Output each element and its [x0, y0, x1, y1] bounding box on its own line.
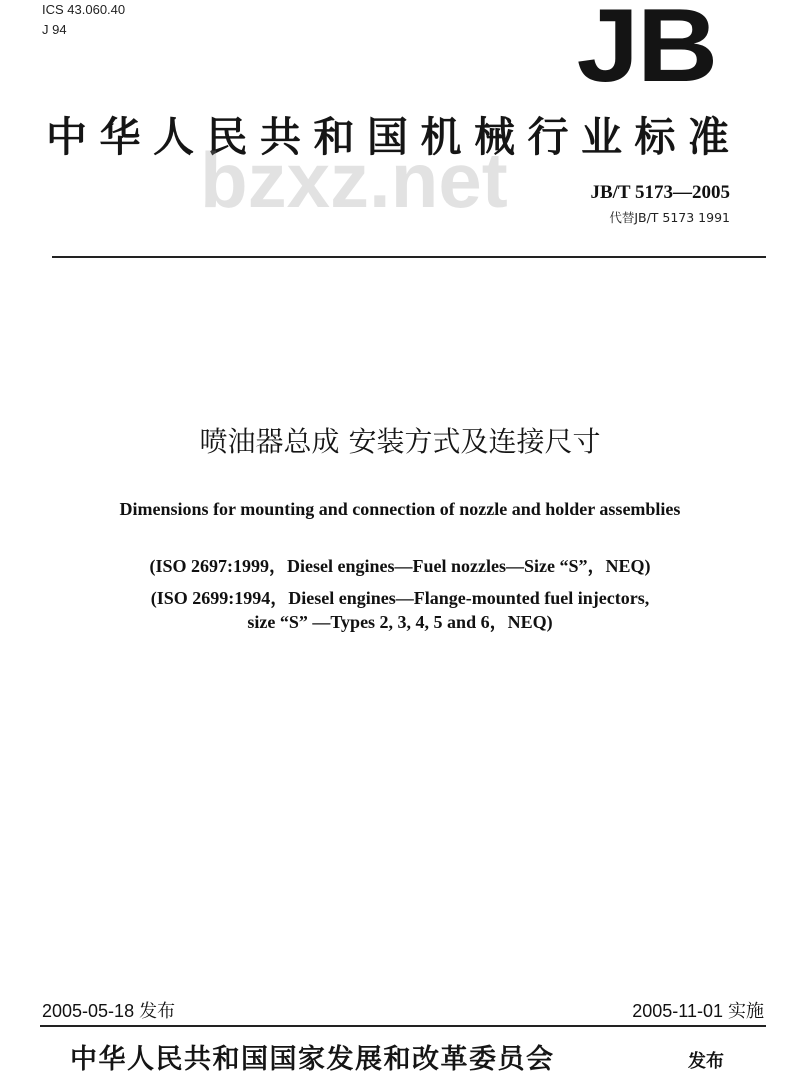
- replaces-note: 代替JB/T 5173 1991: [609, 210, 730, 225]
- publisher: 中华人民共和国国家发展和改革委员会: [70, 1044, 555, 1075]
- footer-divider: [40, 1025, 766, 1027]
- header-divider: [52, 256, 766, 258]
- standard-code: JB/T 5173—2005: [590, 182, 730, 203]
- reference-line: (ISO 2697:1999，Diesel engines—Fuel nozzles—Size “S”，NEQ): [149, 556, 651, 576]
- jb-logo: JB: [576, 0, 716, 104]
- publisher-suffix: 发布: [688, 1051, 724, 1072]
- watermark: bzxz.net: [200, 136, 508, 224]
- implementation-date: 2005-11-01 实施: [632, 1001, 764, 1021]
- issue-date: 2005-05-18 发布: [42, 1001, 176, 1021]
- reference-line: (ISO 2699:1994，Diesel engines—Flange-mounted fuel injectors,: [150, 588, 650, 608]
- classification-code: J 94: [42, 22, 67, 37]
- reference-line: size “S” —Types 2, 3, 4, 5 and 6，NEQ): [247, 612, 553, 632]
- ics-code: ICS 43.060.40: [42, 2, 126, 17]
- standard-title: 中华人民共和国机械行业标准: [46, 113, 742, 161]
- document-title-en: Dimensions for mounting and connection of nozzle and holder assemblies: [119, 499, 681, 519]
- document-title-cn: 喷油器总成 安装方式及连接尺寸: [199, 425, 601, 458]
